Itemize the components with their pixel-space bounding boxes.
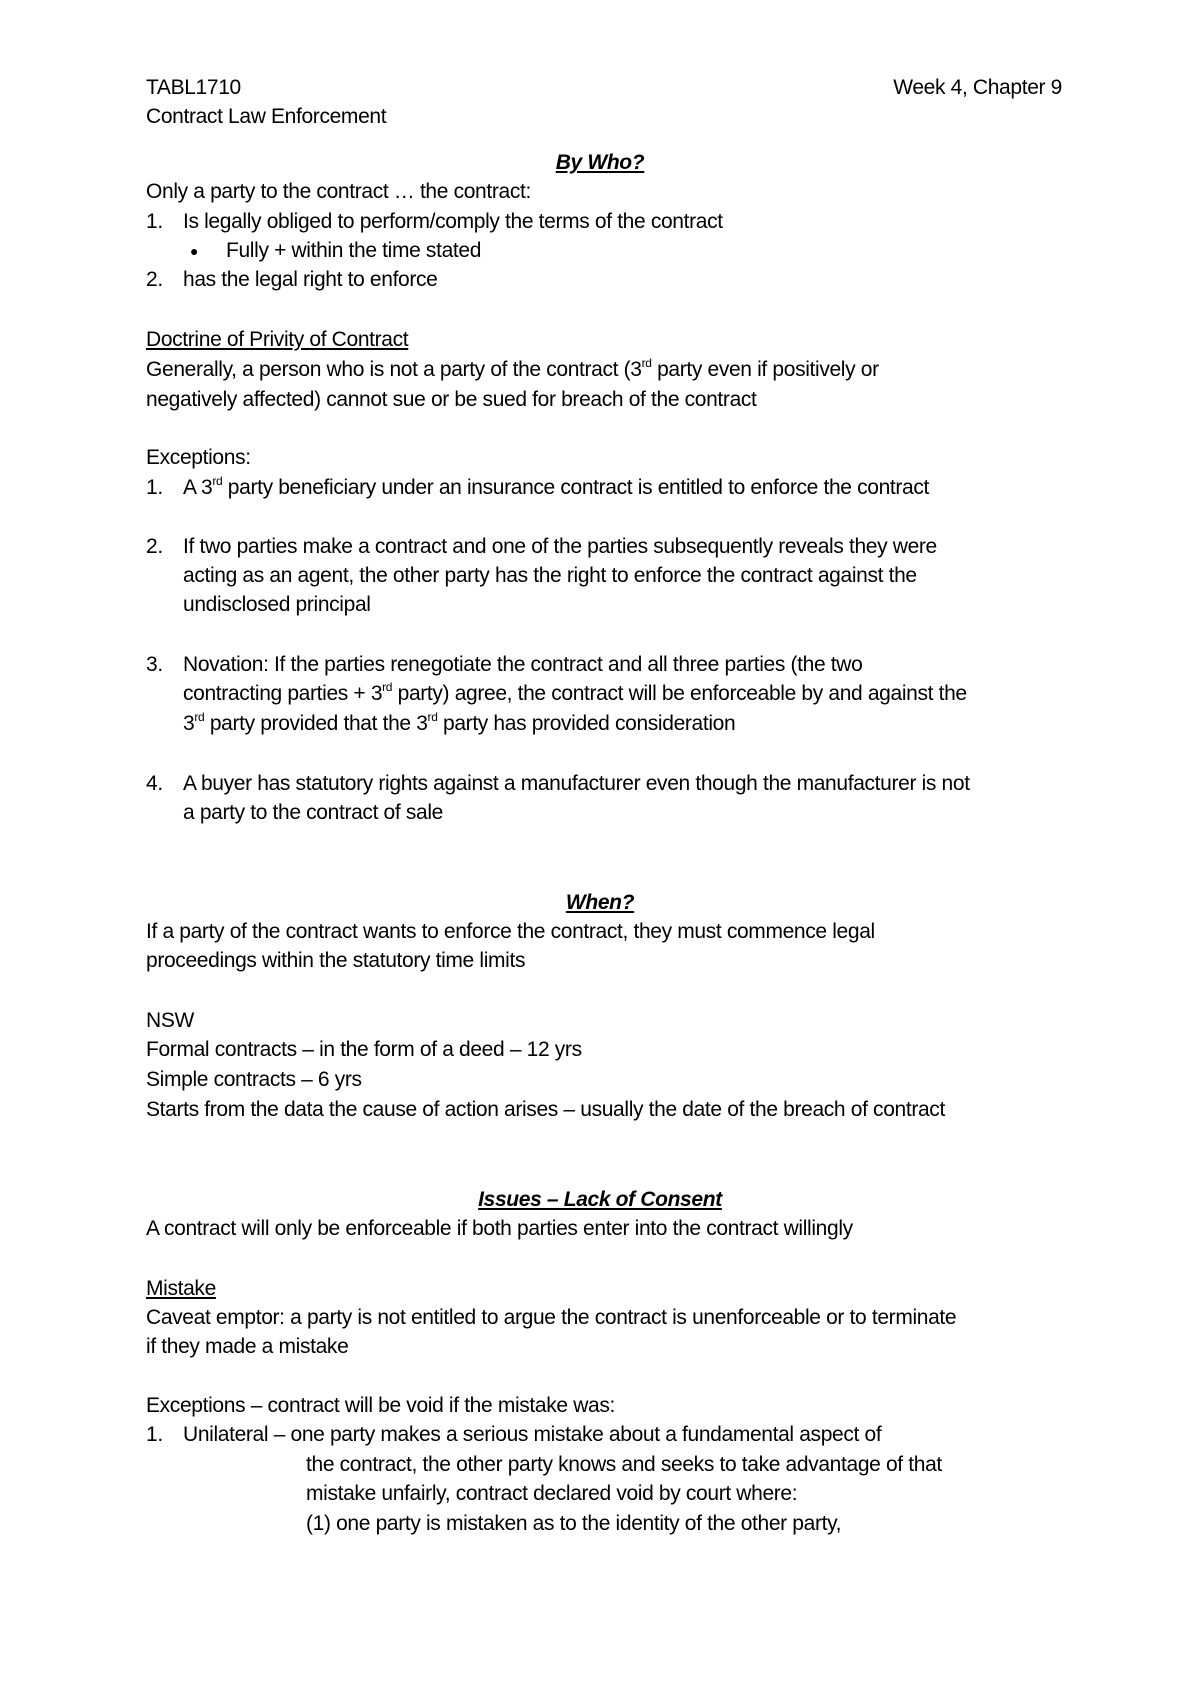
exception-2-line-3: undisclosed principal (183, 593, 371, 616)
exception-1: A 3rd party beneficiary under an insurance contract is entitled to enforce the contract (183, 474, 930, 499)
by-who-intro: Only a party to the contract … the contract: (146, 180, 531, 203)
exception-2-line-2: acting as an agent, the other party has the right to enforce the contract against the (183, 564, 917, 587)
heading-issues: Issues – Lack of Consent (478, 1188, 722, 1211)
list-number: 3. (146, 653, 163, 676)
unilateral-line-3: mistake unfairly, contract declared void by court where: (306, 1482, 798, 1505)
caveat-line-1: Caveat emptor: a party is not entitled to argue the contract is unenforceable or to terminate (146, 1306, 957, 1329)
unilateral-line-2: the contract, the other party knows and seeks to take advantage of that (306, 1453, 942, 1476)
heading-mistake: Mistake (146, 1277, 216, 1300)
list-number: 1. (146, 210, 163, 233)
list-number: 1. (146, 1423, 163, 1446)
course-code: TABL1710 (146, 76, 241, 99)
unilateral-line-4: (1) one party is mistaken as to the identity of the other party, (306, 1512, 842, 1535)
heading-when: When? (565, 891, 635, 914)
exception-3-line-1: Novation: If the parties renegotiate the contract and all three parties (the two (183, 653, 863, 676)
list-number: 4. (146, 772, 163, 795)
limitation-start: Starts from the data the cause of action arises – usually the date of the breach of contract (146, 1098, 945, 1121)
privity-line-1: Generally, a person who is not a party of the contract (3rd party even if positively or (146, 356, 879, 381)
by-who-item-1-bullet: Fully + within the time stated (226, 239, 482, 262)
when-line-2: proceedings within the statutory time limits (146, 949, 526, 972)
heading-exceptions: Exceptions: (146, 446, 251, 469)
list-number: 2. (146, 535, 163, 558)
heading-by-who: By Who? (555, 151, 645, 174)
exception-3-line-2: contracting parties + 3rd party) agree, the contract will be enforceable by and against the (183, 680, 967, 705)
formal-contracts: Formal contracts – in the form of a deed – 12 yrs (146, 1038, 582, 1061)
exception-2-line-1: If two parties make a contract and one of the parties subsequently reveals they were (183, 535, 937, 558)
heading-privity: Doctrine of Privity of Contract (146, 328, 409, 351)
caveat-line-2: if they made a mistake (146, 1335, 349, 1358)
unilateral-line-1: Unilateral – one party makes a serious mistake about a fundamental aspect of (183, 1423, 882, 1446)
issues-intro: A contract will only be enforceable if both parties enter into the contract willingly (146, 1217, 853, 1240)
list-number: 2. (146, 268, 163, 291)
privity-line-2: negatively affected) cannot sue or be sued for breach of the contract (146, 388, 757, 411)
when-line-1: If a party of the contract wants to enforce the contract, they must commence legal (146, 920, 875, 943)
exception-4-line-2: a party to the contract of sale (183, 801, 443, 824)
mistake-exceptions-intro: Exceptions – contract will be void if the mistake was: (146, 1394, 615, 1417)
exception-4-line-1: A buyer has statutory rights against a manufacturer even though the manufacturer is not (183, 772, 970, 795)
document-title: Contract Law Enforcement (146, 105, 387, 128)
exception-3-line-3: 3rd party provided that the 3rd party has provided consideration (183, 710, 736, 735)
bullet-icon: ● (190, 243, 199, 259)
nsw-label: NSW (146, 1009, 194, 1032)
list-number: 1. (146, 476, 163, 499)
simple-contracts: Simple contracts – 6 yrs (146, 1068, 362, 1091)
week-chapter: Week 4, Chapter 9 (893, 76, 1062, 99)
by-who-item-1: Is legally obliged to perform/comply the terms of the contract (183, 210, 723, 233)
by-who-item-2: has the legal right to enforce (183, 268, 438, 291)
